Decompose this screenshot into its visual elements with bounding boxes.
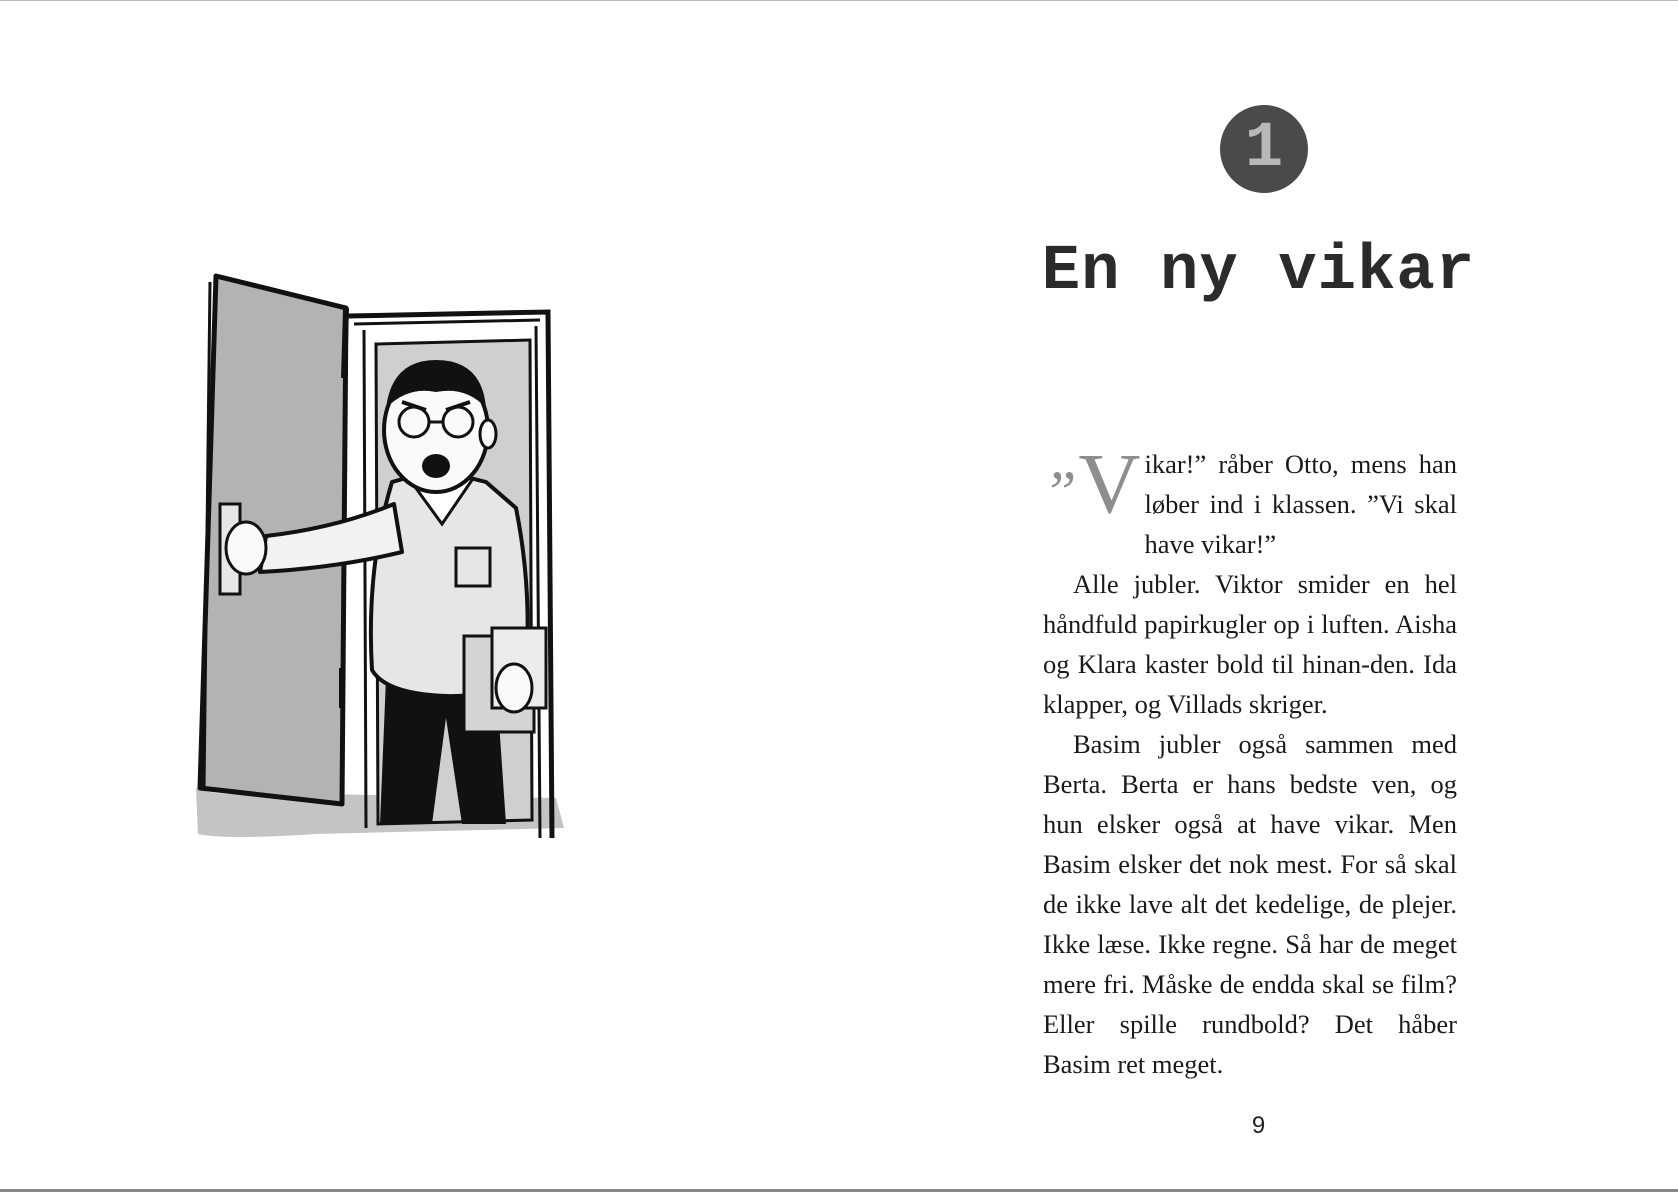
right-page <box>839 0 1678 1190</box>
page-number: 9 <box>1251 1112 1266 1139</box>
chapter-body <box>1043 435 1457 1084</box>
chapter-number-badge <box>1220 105 1308 193</box>
drop-cap-letter: V <box>1078 435 1141 531</box>
left-page <box>0 0 839 1190</box>
chapter-number: 1 <box>1244 113 1284 185</box>
paragraph-3: Basim jubler også sammen med Berta. Berta er hans bedste ven, og hun elsker også at have vikar. Men Basim elsker det nok mest. For så skal de ikke lave alt det kedelige, de plejer. Ikke læse. Ikke regne. Så har de meget mere fri. Måske de endda skal se film? Eller spille rundbold? Det håber Basim ret meget. <box>1043 729 1457 1079</box>
paragraph-1-text: ikar!” råber Otto, mens han løber ind i klassen. ”Vi skal have vikar!” <box>1144 449 1457 559</box>
teacher-in-doorway-illustration <box>196 268 598 854</box>
paragraph-2: Alle jubler. Viktor smider en hel håndfuld papirkugler op i luften. Aisha og Klara kaster bold til hinan-den. Ida klapper, og Villads skriger. <box>1043 569 1457 719</box>
chapter-title: En ny vikar <box>1041 236 1476 308</box>
paragraph-1 <box>1043 435 1457 564</box>
drop-cap-quote: ” <box>1043 459 1077 525</box>
drop-cap <box>1043 435 1144 531</box>
